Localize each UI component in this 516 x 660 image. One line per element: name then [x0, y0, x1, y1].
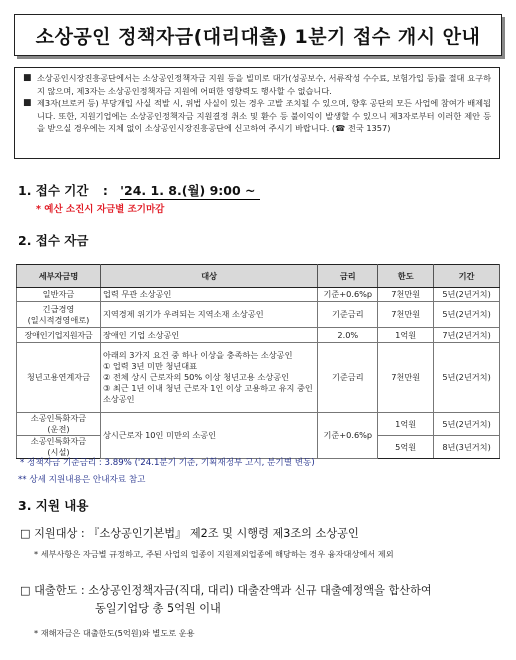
base-rate-footnote: * 정책자금 기준금리 : 3.89% ('24.1분기 기준, 기획재정부 고시, 분기별 변동) [20, 458, 315, 468]
detail-footnote: ** 상세 지원내용은 안내자료 참고 [18, 475, 146, 485]
fund-rate: 기준금리 [318, 302, 378, 328]
notice-text: 소상공인시장진흥공단에서는 소상공인정책자금 지원 등을 빌미로 대가(성공보수, 서류작성 수수료, 보험가입 등)를 절대 요구하지 않으며, 제3자는 소상공인정책자금 지원에 어떠한 영향력도 행사할 수 없습니다. [37, 73, 491, 96]
fund-term: 5년(2년거치) [434, 413, 500, 436]
table-row [17, 302, 500, 328]
column-header: 세부자금명 [17, 265, 101, 288]
page-title [14, 14, 502, 56]
fund-name: 청년고용연계자금 [17, 343, 101, 413]
column-header: 한도 [378, 265, 434, 288]
table-row [17, 413, 500, 436]
fund-rate: 기준금리 [318, 343, 378, 413]
column-header: 금리 [318, 265, 378, 288]
page-title-text: 소상공인 정책자금(대리대출) 1분기 접수 개시 안내 [35, 25, 481, 48]
notice-item [23, 72, 491, 97]
fund-term: 5년(2년거치) [434, 302, 500, 328]
application-date: '24. 1. 8.(월) 9:00 ~ [120, 183, 259, 200]
fund-target: 지역경제 위기가 우려되는 지역소재 소상공인 [100, 302, 317, 328]
section2-heading: 2. 접수 자금 [18, 233, 89, 248]
support-target: □ 지원대상 : 『소상공인기본법』 제2조 및 시행령 제3조의 소상공인 [20, 527, 359, 540]
fund-rate: 기준+0.6%p [318, 413, 378, 459]
fund-name: 긴급경영 (일시적경영애로) [17, 302, 101, 328]
table-row [17, 288, 500, 302]
target-condition: ③ 최근 1년 이내 청년 근로자 1인 이상 고용하고 유지 중인 소상공인 [102, 383, 313, 404]
fund-limit: 1억원 [378, 413, 434, 436]
section3-heading: 3. 지원 내용 [18, 498, 89, 513]
table-row [17, 328, 500, 343]
square-bullet-icon: ■ [23, 98, 32, 109]
fund-term: 7년(2년거치) [434, 328, 500, 343]
column-header: 기간 [434, 265, 500, 288]
fund-name: 소공인특화자금 (시설) [17, 436, 101, 459]
fund-term: 5년(2년거치) [434, 288, 500, 302]
table-header-row [17, 265, 500, 288]
section1-title: 1. 접수 기간 [18, 183, 89, 198]
fund-term: 8년(3년거치) [434, 436, 500, 459]
table-row [17, 343, 500, 413]
fund-name: 일반자금 [17, 288, 101, 302]
notice-text: 제3자(브로커 등) 부당개입 사실 적발 시, 위법 사실이 있는 경우 고발 조치될 수 있으며, 향후 공단의 모든 사업에 참여가 배제됩니다. 또한, 지원기업에는 소상공인정책자금 지원결정 취소 및 환수 등 불이익이 발생할 수 있으니 제3자로부터 이러한 제안 등을 받으실 경우에는 지체 없이 소상공인시장진흥공단에 신고하여 주시기 바랍니다. (☎ 전국 1357) [37, 98, 491, 134]
fund-target: 장애인 기업 소상공인 [100, 328, 317, 343]
loan-limit: □ 대출한도 : 소상공인정책자금(직대, 대리) 대출잔액과 신규 대출예정액을 합산하여 [20, 584, 432, 597]
fund-table [16, 264, 500, 459]
fund-limit: 7천만원 [378, 302, 434, 328]
column-header: 대상 [100, 265, 317, 288]
fund-target: 상시근로자 10인 미만의 소공인 [100, 413, 317, 459]
fund-limit: 7천만원 [378, 343, 434, 413]
fund-limit: 7천만원 [378, 288, 434, 302]
fund-term: 5년(2년거치) [434, 343, 500, 413]
fund-rate: 2.0% [318, 328, 378, 343]
notice-box [14, 67, 500, 159]
fund-target: 업력 무관 소상공인 [100, 288, 317, 302]
fund-rate: 기준+0.6%p [318, 288, 378, 302]
fund-limit: 1억원 [378, 328, 434, 343]
target-condition: 아래의 3가지 요건 중 하나 이상을 충족하는 소상공인 [102, 350, 293, 360]
fund-name: 소공인특화자금 (운전) [17, 413, 101, 436]
section1-heading [18, 181, 260, 199]
target-condition: ① 업력 3년 미만 청년대표 [102, 361, 198, 371]
section1-colon: : [102, 183, 108, 198]
square-bullet-icon: ■ [23, 73, 32, 83]
loan-limit-cont: 동일기업당 총 5억원 이내 [95, 602, 221, 615]
support-target-note: * 세부사항은 자금별 규정하고, 주된 사업의 업종이 지원제외업종에 해당하는 경우 융자대상에서 제외 [34, 549, 394, 559]
fund-target-list [100, 343, 317, 413]
target-condition: ② 전체 상시 근로자의 50% 이상 청년고용 소상공인 [102, 372, 290, 382]
early-close-note: * 예산 소진시 자금별 조기마감 [36, 204, 165, 215]
fund-limit: 5억원 [378, 436, 434, 459]
loan-limit-note: * 재해자금은 대출한도(5억원)와 별도로 운용 [34, 628, 195, 638]
notice-item [23, 97, 491, 135]
fund-name: 장애인기업지원자금 [17, 328, 101, 343]
